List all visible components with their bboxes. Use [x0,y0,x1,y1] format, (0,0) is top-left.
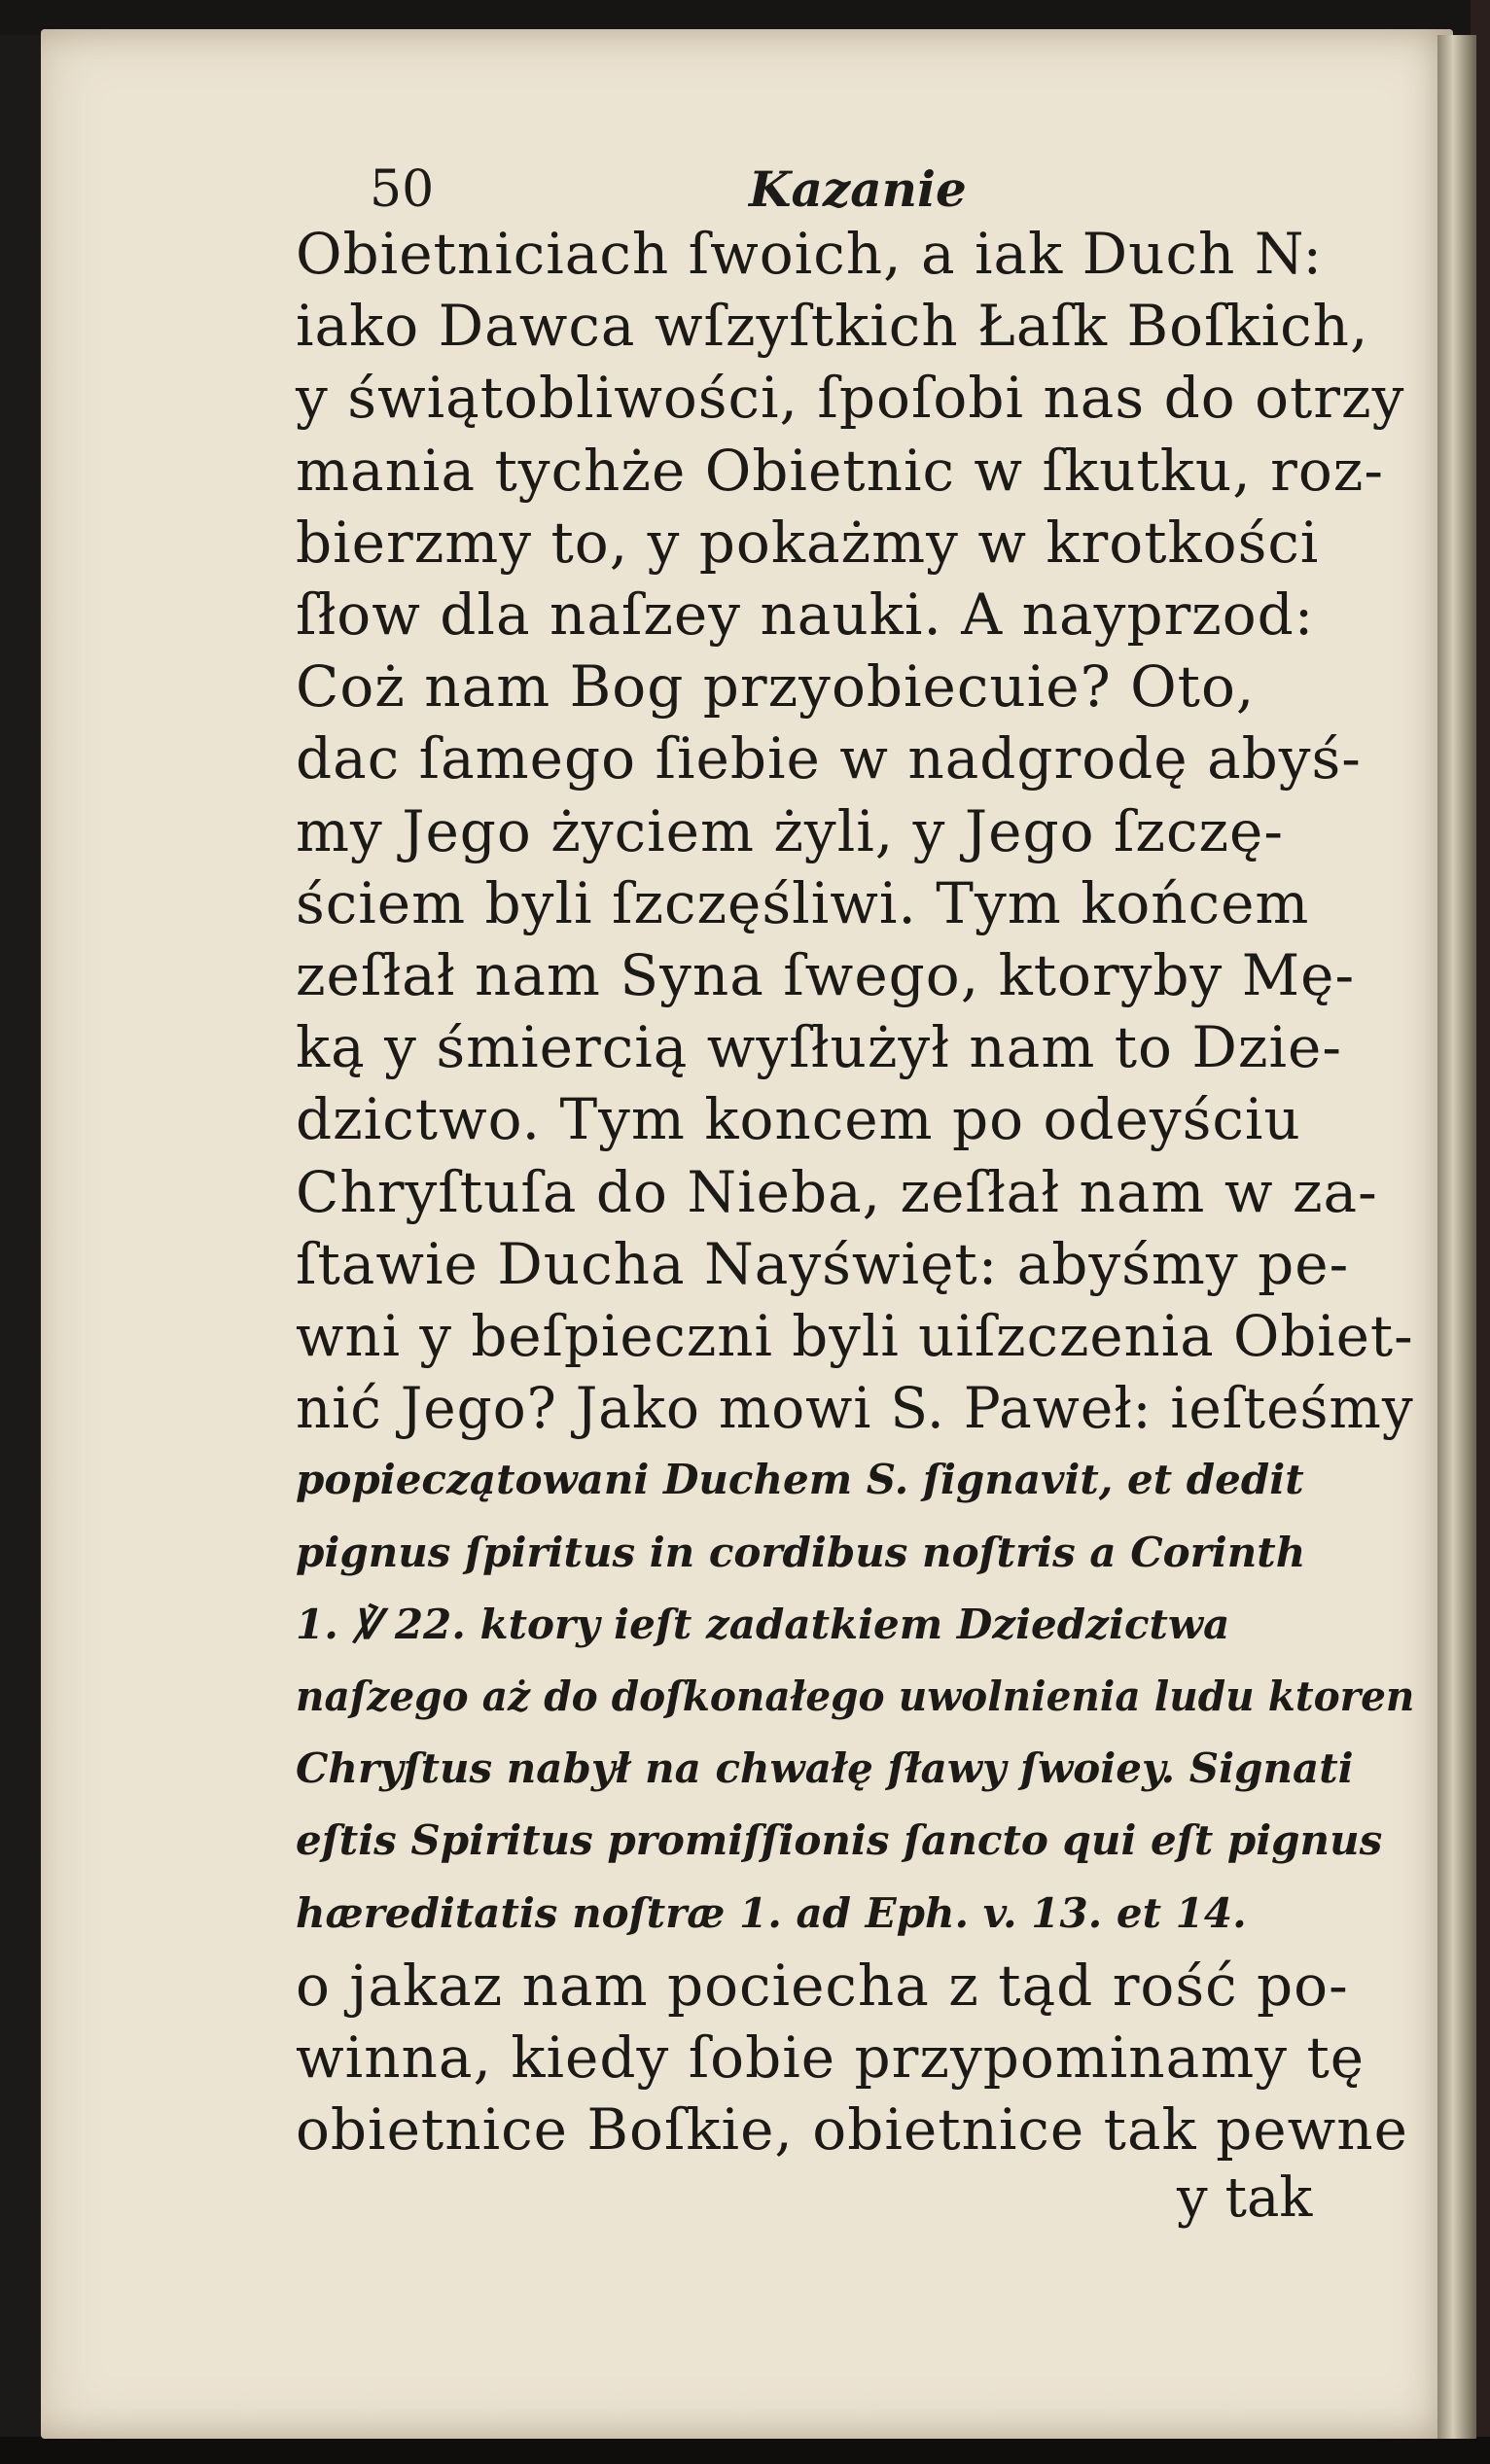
text-line: pignus ſpiritus in cordibus noſtris a Corinth [296,1529,1306,1576]
text-line: iako Dawca wſzyſtkich Łaſk Boſkich, [296,293,1369,359]
catchword: y tak [1177,2166,1313,2230]
running-title: Kazanie [749,160,967,218]
text-line: dzictwo. Tym koncem po odeyściu [296,1086,1301,1152]
text-line: 1. ℣ 22. ktory ieſt zadatkiem Dziedzictwa [296,1601,1230,1648]
body-text [296,218,1414,2250]
page-header [292,156,1410,224]
text-line: wni y beſpieczni byli uiſzczenia Obiet- [296,1303,1414,1369]
text-line: ką y śmiercią wyſłużył nam to Dzie- [296,1014,1342,1080]
text-line: nić Jego? Jako mowi S. Paweł: ieſteśmy [296,1375,1414,1441]
text-line: o jakaz nam pociecha z tąd rość po- [296,1953,1349,2019]
text-line: Chryſtuſa do Nieba, zeſłał nam w za- [296,1159,1378,1225]
page-edge [1437,35,1476,2439]
text-line: obietnice Boſkie, obietnice tak pewne [296,2096,1408,2163]
text-line: popieczątowani Duchem S. ſignavit, et dedit [296,1456,1304,1503]
text-line: bierzmy to, y pokażmy w krotkości [296,510,1320,576]
text-line: Coż nam Bog przyobiecuie? Oto, [296,653,1256,720]
text-line: ſtawie Ducha Nayświęt: abyśmy pe- [296,1231,1350,1297]
text-line: hæreditatis noſtræ 1. ad Eph. v. 13. et 14. [296,1889,1247,1937]
text-line: dac ſamego ſiebie w nadgrodę abyś- [296,725,1362,792]
text-line: mania tychże Obietnic w ſkutku, roz- [296,438,1384,504]
text-line: y świątobliwości, ſpoſobi nas do otrzy [296,365,1405,431]
text-line: ściem byli ſzczęśliwi. Tym końcem [296,870,1310,936]
text-line: zeſłał nam Syna ſwego, ktoryby Mę- [296,942,1356,1008]
text-line: my Jego życiem żyli, y Jego ſzczę- [296,798,1284,864]
text-line: naſzego aż do doſkonałego uwolnienia ludu ktoren [296,1672,1415,1720]
bottom-edge [0,2437,1490,2464]
text-line: Chryſtus nabył na chwałę ſławy ſwoiey. Signati [296,1744,1354,1792]
page-number: 50 [370,160,435,219]
text-line: Obietniciach ſwoich, a iak Duch N: [296,221,1324,287]
text-line: eſtis Spiritus promiſſionis ſancto qui eſt pignus [296,1816,1383,1864]
text-line: ſłow dla naſzey nauki. A nayprzod: [296,581,1315,648]
text-line: winna, kiedy ſobie przypominamy tę [296,2024,1366,2091]
